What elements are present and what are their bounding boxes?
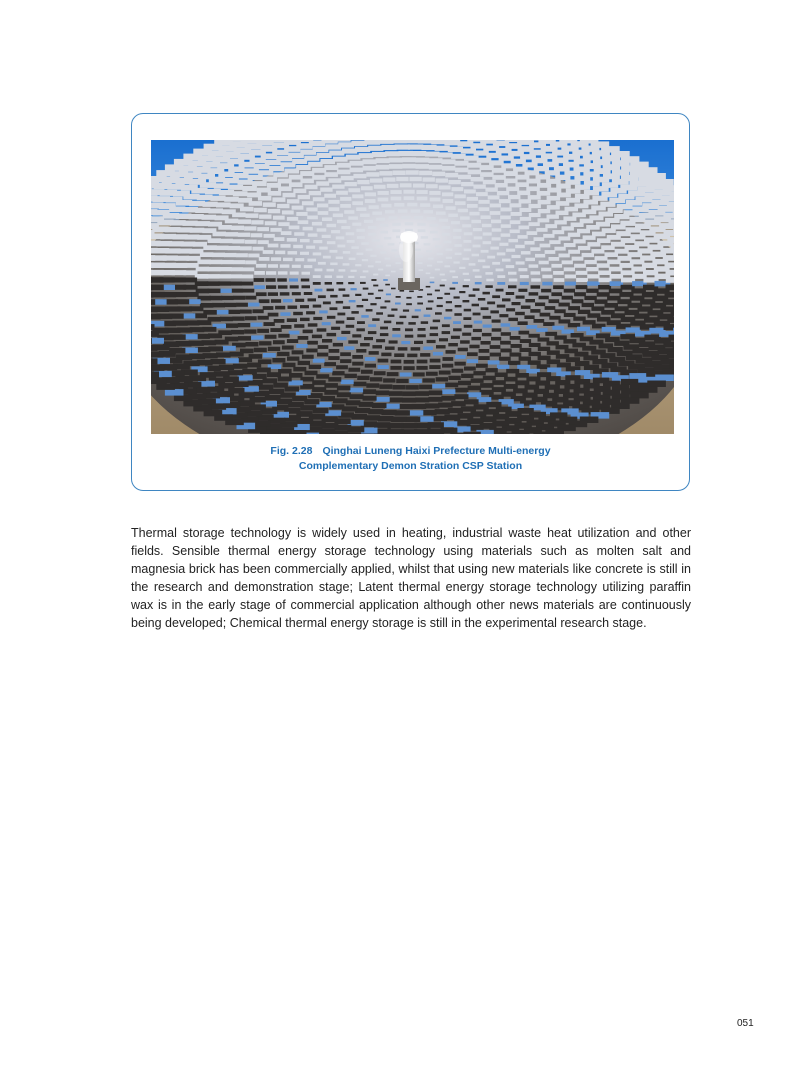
caption-line-1 [132,444,689,459]
body-paragraph: Thermal storage technology is widely used in heating, industrial waste heat utilization and other fields. Sensible thermal energy storage technology using materials such as molten salt and magnesia brick has been commercially applied, whilst that using new materials like concrete is still in the research and demonstration stage; Latent thermal energy storage technology utilizing paraffin wax is in the early stage of commercial application although other news materials are continuously being developed; Chemical thermal energy storage is still in the experimental research stage. [131,526,691,631]
caption-line-2: Complementary Demon Stration CSP Station [298,460,523,472]
page-number: 051 [737,1018,754,1029]
csp-station-photo [151,140,674,434]
figure-box [131,113,690,491]
caption-text-1: Qinghai Luneng Haixi Prefecture Multi-energy [322,445,551,457]
figure-caption [132,444,689,474]
figure-label: Fig. 2.28 [270,445,313,457]
